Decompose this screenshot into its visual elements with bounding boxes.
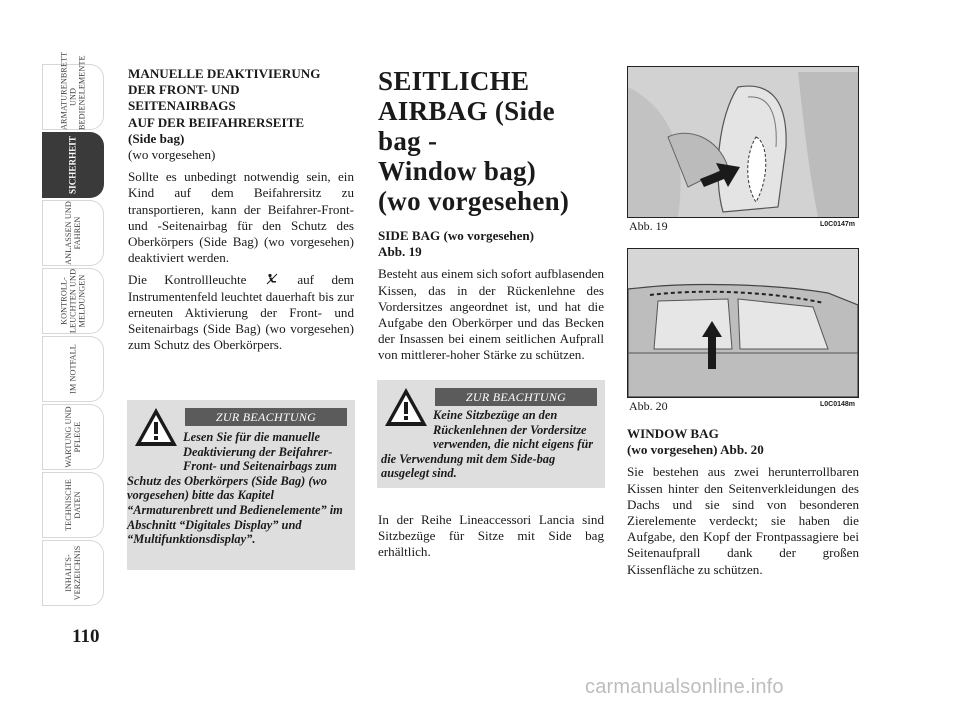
figure-window-bag (627, 248, 859, 398)
figure-caption: Abb. 19 (629, 219, 668, 233)
paragraph: Sollte es unbedingt notwendig sein, ein Kind auf dem Beifahrersitz zu transportieren, kann der Beifahrer-Front- und -Seitenairbag für den Schutz des Oberkörpers (Side Bag) (wo vorgesehen) deaktiviert werden. (128, 169, 354, 266)
warning-text: Lesen Sie für die manuelle Deaktivierung der Beifahrer-Front- und Seitenairbags zum Schutz des Oberkörpers (Side Bag) (wo vorgesehen) bitte das Kapitel “Armaturenbrett und Bedienelemente” im Abschnitt “Digitales Display” und “Multifunktionsdisplay”. (127, 430, 343, 547)
tab-wartung[interactable] (42, 404, 104, 470)
subheading-side-bag: SIDE BAG (wo vorgesehen) Abb. 19 (378, 228, 535, 260)
car-side-illustration (628, 249, 858, 397)
column-window-bag (627, 426, 859, 578)
column-side-airbag-footer (378, 512, 604, 561)
tab-technische-daten[interactable] (42, 472, 104, 538)
tab-label: KONTROLL-LEUCHTEN UND MELDUNGEN (59, 268, 87, 334)
figure-code: L0C0148m (820, 401, 856, 408)
tab-sicherheit[interactable] (42, 132, 104, 198)
figure-side-bag (627, 66, 859, 218)
paragraph: Sie bestehen aus zwei herunterrollbaren Kissen hinter den Seitenverkleidungen des Dachs und sie sind von besonderen Zierelemente verdeckt; sie haben die Aufgabe, den Kopf der Frontpassagiere bei Seitenaufprall dank der großen Kissenfläche zu schützen. (627, 464, 859, 577)
airbag-off-icon (266, 273, 278, 285)
tab-label: WARTUNG UND PFLEGE (64, 406, 82, 468)
paragraph-warning-light: Die Kontrollleuchte auf dem Instrumentenfeld leuchtet dauerhaft bis zur erneuten Aktivierung der Front- und Seitenairbags (Side Bag) (wo vorgesehen) zum Schutz des Oberkörpers. (128, 272, 354, 353)
warning-title: ZUR BEACHTUNG (185, 408, 347, 426)
figure-caption: Abb. 20 (629, 399, 668, 413)
paragraph: In der Reihe Lineaccessori Lancia sind Sitzbezüge für Sitze mit Side bag erhältlich. (378, 512, 604, 560)
warning-text: Keine Sitzbezüge an den Rückenlehnen der Vordersitze verwenden, die nicht eigens für die Verwendung mit dem Side-bag ausgelegt sind. (381, 408, 594, 481)
tab-kontrollleuchten[interactable] (42, 268, 104, 334)
tab-anlassen[interactable] (42, 200, 104, 266)
tab-label: INHALTS-VERZEICHNIS (64, 545, 82, 601)
subheading-window-bag: WINDOW BAG (wo vorgesehen) Abb. 20 (627, 426, 764, 458)
tab-label: TECHNISCHE DATEN (64, 479, 82, 531)
tab-label: SICHERHEIT (67, 135, 78, 195)
tab-notfall[interactable] (42, 336, 104, 402)
page-number: 110 (72, 626, 100, 647)
section-heading: MANUELLE DEAKTIVIERUNG DER FRONT- UND SEITENAIRBAGS AUF DER BEIFAHRERSEITE (Side bag) (wo vorgesehen) (128, 66, 321, 163)
page-title: SEITLICHE AIRBAG (Side bag - Window bag) (wo vorgesehen) (378, 66, 570, 216)
warning-box-manual-deactivation (127, 400, 355, 570)
seat-illustration (628, 67, 858, 217)
figure-code: L0C0147m (820, 221, 856, 228)
warning-title: ZUR BEACHTUNG (435, 388, 597, 406)
tab-armaturenbrett[interactable] (42, 51, 104, 130)
tab-inhaltsverzeichnis[interactable] (42, 540, 104, 606)
tab-label: ANLASSEN UND FAHREN (64, 201, 82, 265)
tab-label: ARMATURENBRETT UND BEDIENELEMENTE (59, 51, 87, 130)
warning-box-seat-covers (377, 380, 605, 488)
column-side-airbag (378, 66, 604, 364)
chapter-tabs (42, 51, 104, 624)
tab-label: IM NOTFALL (68, 344, 78, 394)
watermark: carmanualsonline.info (585, 676, 784, 698)
paragraph: Besteht aus einem sich sofort aufblasenden Kissen, das in der Rückenlehne des Vordersitzes angeordnet ist, und hat die Aufgabe den Oberkörper und das Becken der Insassen bei einem seitlichen Aufprall von mittlerer-hoher Stärke zu schützen. (378, 266, 604, 363)
column-manual-deactivation (128, 66, 354, 353)
